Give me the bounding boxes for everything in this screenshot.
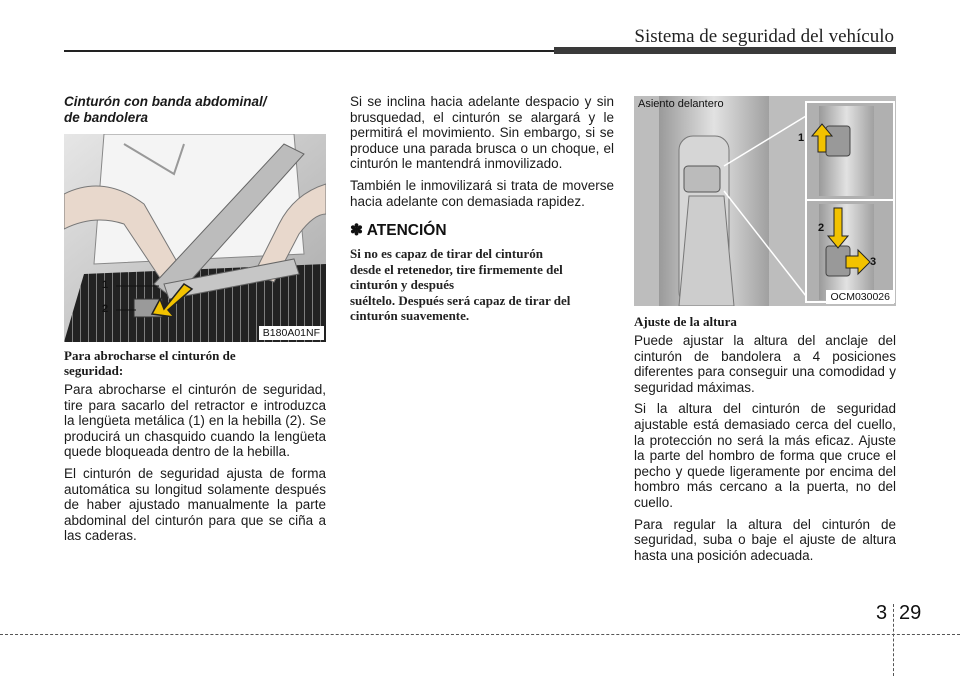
- page-separator: [893, 604, 895, 676]
- warning-line: Si no es capaz de tirar del cinturón: [350, 246, 543, 262]
- column-left: [64, 94, 326, 550]
- warning-line: cinturón y después: [350, 277, 455, 293]
- warning-line: suéltelo. Después será capaz de tirar del: [350, 292, 571, 308]
- footer-rule: [0, 634, 960, 635]
- seatbelt-figure: [64, 134, 326, 342]
- callout-3: 3: [870, 256, 877, 268]
- section-heading: Para abrocharse el cinturón de seguridad:: [64, 348, 236, 378]
- paragraph: El cinturón de seguridad ajusta de forma automática su longitud solamente después de haber ajustado manualmente la parte abdominal del cinturón para que se ciña a las caderas.: [64, 465, 326, 544]
- subheading: Cinturón con banda abdominal/ de bandolera: [64, 94, 267, 125]
- warning-body: [350, 246, 614, 324]
- figure-code: B180A01NF: [259, 326, 324, 340]
- callout-1: 1: [102, 279, 109, 291]
- chapter-number: 3: [876, 602, 888, 624]
- warning-line: desde el retenedor, tire firmemente del: [350, 261, 563, 277]
- warning-title: ✽ ATENCIÓN: [350, 222, 447, 240]
- figure-code: OCM030026: [826, 290, 894, 304]
- height-adjuster-figure: [634, 96, 896, 306]
- paragraph: Si la altura del cinturón de seguridad ajustable está demasiado cerca del cuello, la protección no será la más eficaz. Ajuste la parte del hombro de forma que cruce el pecho y quede ligeramente por encima del hombro más cercano a la puerta, no del cuello.: [634, 401, 896, 510]
- paragraph: Puede ajustar la altura del anclaje del cinturón de bandolera a 4 posiciones diferentes para conseguir una comodidad y seguridad máximas.: [634, 333, 896, 395]
- callout-2: 2: [818, 222, 825, 234]
- paragraph: También le inmovilizará si trata de moverse hacia adelante con demasiada rapidez.: [350, 177, 614, 209]
- header-rule-accent: [554, 47, 896, 54]
- header-rule: [64, 50, 554, 52]
- height-adjuster-illustration: [634, 96, 896, 306]
- section-heading: Ajuste de la altura: [634, 314, 737, 329]
- callout-2: 2: [102, 303, 109, 315]
- page-number: 29: [899, 602, 922, 624]
- column-right: [634, 94, 896, 569]
- paragraph: Para regular la altura del cinturón de seguridad, suba o baje el ajuste de altura hasta una posición adecuada.: [634, 516, 896, 563]
- section-title: Sistema de seguridad del vehículo: [634, 26, 894, 47]
- paragraph: Para abrocharse el cinturón de seguridad, tire para sacarlo del retractor e introduzca la lengüeta metálica (1) en la hebilla (2). Se producirá un chasquido cuando la lengüeta quede bloqueada dentro de la hebilla.: [64, 382, 326, 460]
- warning-line: cinturón suavemente.: [350, 308, 470, 324]
- figure-label: Asiento delantero: [638, 98, 724, 110]
- callout-1: 1: [798, 132, 805, 144]
- column-middle: [350, 94, 614, 324]
- paragraph: Si se inclina hacia adelante despacio y sin brusquedad, el cinturón se alargará y le permitirá el movimiento. Sin embargo, si se produce una parada brusca o un choque, el cinturón le mantendrá inmovilizado.: [350, 94, 614, 172]
